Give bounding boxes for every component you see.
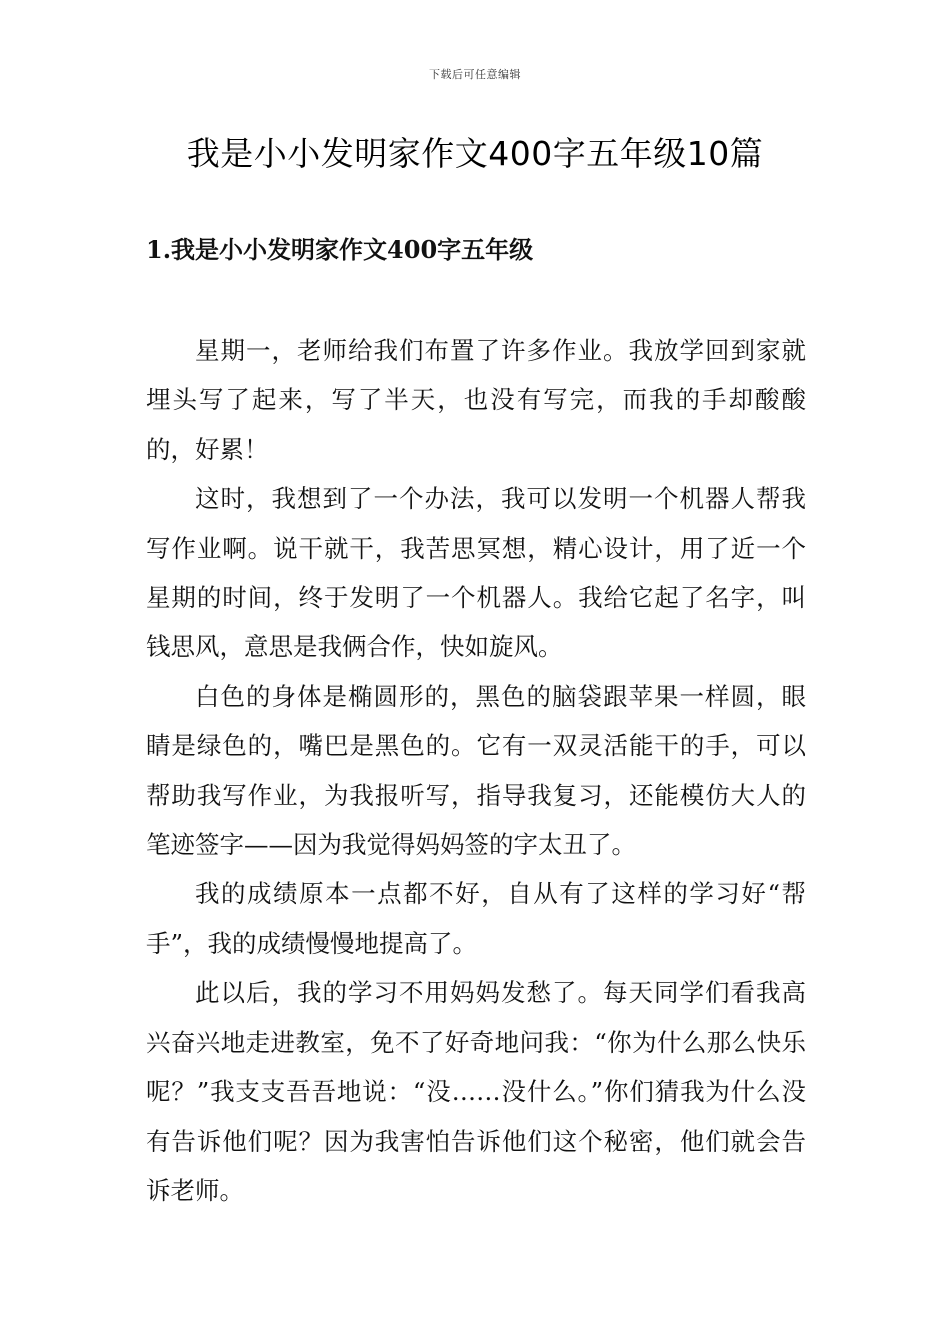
paragraph: 白色的身体是椭圆形的，黑色的脑袋跟苹果一样圆，眼睛是绿色的，嘴巴是黑色的。它有一双灵活能干的手，可以帮助我写作业，为我报听写，指导我复习，还能模仿大人的笔迹签字——因为我觉得妈妈签的字太丑了。 (146, 681, 806, 860)
paragraph: 这时，我想到了一个办法，我可以发明一个机器人帮我写作业啊。说干就干，我苦思冥想，精心设计，用了近一个星期的时间，终于发明了一个机器人。我给它起了名字，叫钱思风，意思是我俩合作，快如旋风。 (146, 484, 806, 662)
section-heading: 1.我是小小发明家作文400字五年级 (146, 235, 534, 264)
paragraph: 此以后，我的学习不用妈妈发愁了。每天同学们看我高兴奋兴地走进教室，免不了好奇地问我：“你为什么那么快乐呢？”我支支吾吾地说：“没……没什么。”你们猜我为什么没有告诉他们呢？因为我害怕告诉他们这个秘密，他们就会告诉老师。 (146, 978, 806, 1205)
essay-body (146, 326, 806, 1215)
document-title: 我是小小发明家作文400字五年级10篇 (186, 134, 764, 173)
header-note: 下载后可任意编辑 (429, 68, 521, 81)
paragraph: 星期一，老师给我们布置了许多作业。我放学回到家就埋头写了起来，写了半天，也没有写完，而我的手却酸酸的，好累！ (146, 336, 806, 464)
paragraph: 我的成绩原本一点都不好，自从有了这样的学习好“帮手”，我的成绩慢慢地提高了。 (146, 879, 806, 958)
